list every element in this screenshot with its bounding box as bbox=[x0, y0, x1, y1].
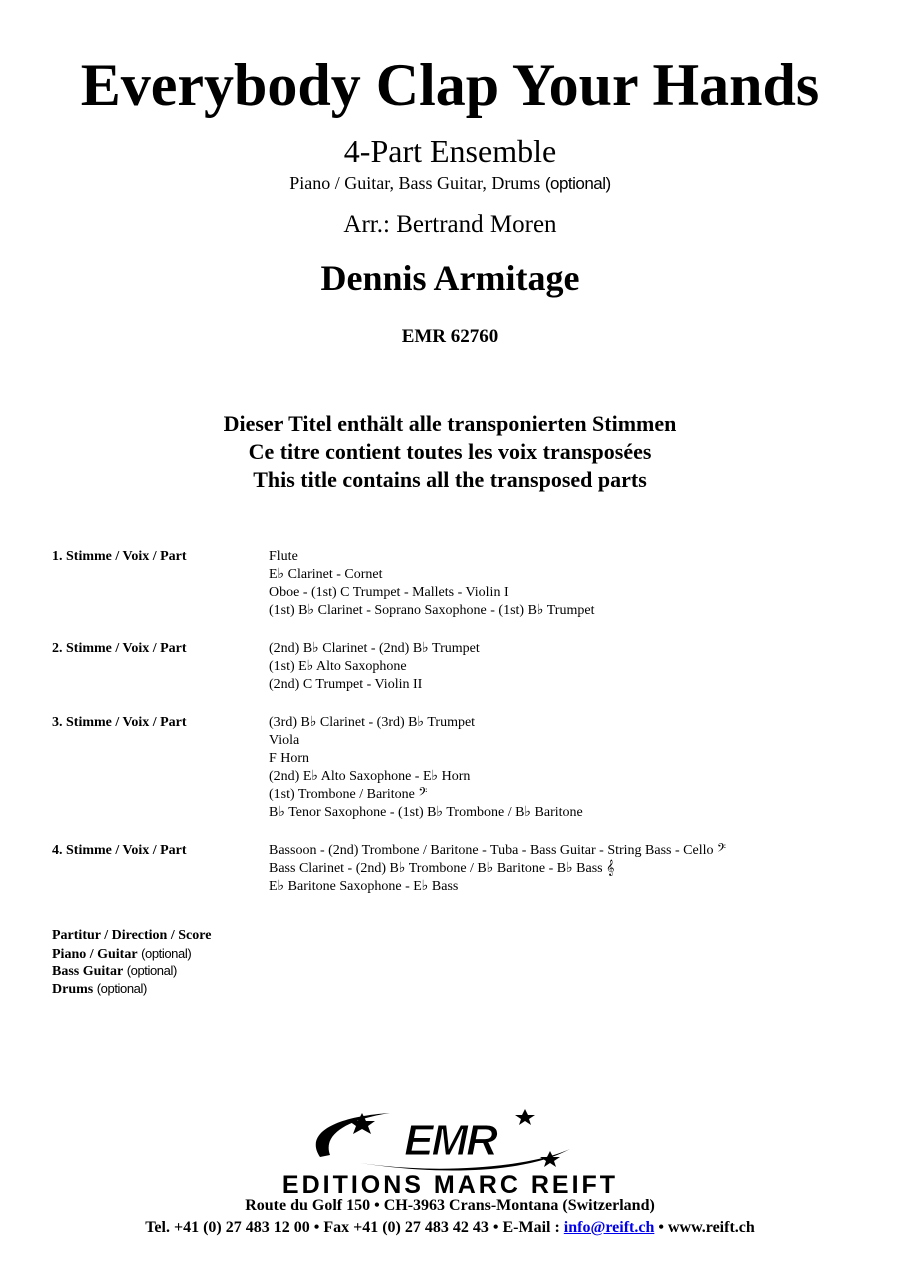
instrument-line: Viola bbox=[269, 733, 300, 748]
publisher-contact bbox=[0, 1218, 900, 1238]
instrument-line: (2nd) C Trumpet - Violin II bbox=[269, 677, 423, 692]
extra-part bbox=[52, 980, 211, 998]
optional-note: (optional) bbox=[126, 963, 177, 978]
part-group bbox=[52, 714, 872, 822]
note-german: Dieser Titel enthält alle transponierten Stimmen bbox=[223, 411, 677, 436]
instrumentation-line bbox=[0, 172, 900, 195]
extra-part-label: Piano / Guitar bbox=[52, 946, 138, 962]
instrument-line: (3rd) B♭ Clarinet - (3rd) B♭ Trumpet bbox=[269, 715, 476, 730]
note-english: This title contains all the transposed parts bbox=[253, 467, 647, 492]
emr-logo bbox=[300, 1105, 600, 1175]
optional-note: (optional) bbox=[141, 945, 192, 961]
part-label: 2. Stimme / Voix / Part bbox=[52, 641, 187, 656]
instrument-line: B♭ Tenor Saxophone - (1st) B♭ Trombone / B♭ Baritone bbox=[269, 805, 583, 820]
instrument-line: (1st) E♭ Alto Saxophone bbox=[269, 659, 407, 674]
arranger: Arr.: Bertrand Moren bbox=[343, 211, 557, 238]
instrument-line: (2nd) B♭ Clarinet - (2nd) B♭ Trumpet bbox=[269, 641, 480, 656]
contact-suffix: • www.reift.ch bbox=[654, 1219, 755, 1236]
extra-part-label: Bass Guitar bbox=[52, 964, 124, 979]
instrument-line: Oboe - (1st) C Trumpet - Mallets - Violin I bbox=[269, 585, 509, 600]
instrument-line: (1st) Trombone / Baritone 𝄢 bbox=[269, 787, 428, 802]
composer: Dennis Armitage bbox=[320, 258, 580, 298]
logo-text: EMR bbox=[404, 1116, 496, 1165]
instrument-lines bbox=[269, 548, 872, 620]
extra-parts-list bbox=[52, 927, 211, 997]
extra-part-label: Drums bbox=[52, 981, 94, 997]
extra-part bbox=[52, 927, 211, 945]
parts-list bbox=[52, 548, 872, 916]
instrument-line: (1st) B♭ Clarinet - Soprano Saxophone - (1st) B♭ Trumpet bbox=[269, 603, 595, 618]
part-group bbox=[52, 548, 872, 620]
extra-part-label: Partitur / Direction / Score bbox=[52, 928, 212, 943]
instrument-line: Flute bbox=[269, 549, 298, 564]
publisher-name: EDITIONS MARC REIFT bbox=[281, 1171, 619, 1199]
instrument-lines bbox=[269, 842, 872, 896]
instrument-line: (2nd) E♭ Alto Saxophone - E♭ Horn bbox=[269, 769, 471, 784]
instrument-line: Bassoon - (2nd) Trombone / Baritone - Tuba - Bass Guitar - String Bass - Cello 𝄢 bbox=[269, 843, 726, 858]
part-group bbox=[52, 842, 872, 896]
contact-prefix: Tel. +41 (0) 27 483 12 00 • Fax +41 (0) 27 483 42 43 • E-Mail : bbox=[145, 1219, 564, 1236]
part-label: 4. Stimme / Voix / Part bbox=[52, 843, 187, 858]
part-label: 3. Stimme / Voix / Part bbox=[52, 715, 187, 730]
extra-part bbox=[52, 945, 211, 963]
extra-part bbox=[52, 962, 211, 980]
instrumentation-text: Piano / Guitar, Bass Guitar, Drums bbox=[289, 173, 541, 193]
publisher-address: Route du Golf 150 • CH-3963 Crans-Montana (Switzerland) bbox=[245, 1197, 655, 1214]
transposition-notes bbox=[0, 410, 900, 494]
instrument-line: E♭ Clarinet - Cornet bbox=[269, 567, 383, 582]
instrument-lines bbox=[269, 714, 872, 822]
optional-note: (optional) bbox=[544, 174, 611, 193]
page-title: Everybody Clap Your Hands bbox=[80, 52, 820, 118]
catalog-number: EMR 62760 bbox=[401, 326, 499, 347]
optional-note: (optional) bbox=[96, 980, 147, 996]
ensemble-subtitle: 4-Part Ensemble bbox=[343, 133, 557, 169]
instrument-line: Bass Clarinet - (2nd) B♭ Trombone / B♭ Baritone - B♭ Bass 𝄞 bbox=[269, 861, 615, 876]
part-label: 1. Stimme / Voix / Part bbox=[52, 549, 187, 564]
email-link[interactable]: info@reift.ch bbox=[563, 1219, 655, 1236]
instrument-lines bbox=[269, 640, 872, 694]
instrument-line: E♭ Baritone Saxophone - E♭ Bass bbox=[269, 879, 459, 894]
instrument-line: F Horn bbox=[269, 751, 310, 766]
note-french: Ce titre contient toutes les voix transposées bbox=[248, 439, 652, 464]
part-group bbox=[52, 640, 872, 694]
